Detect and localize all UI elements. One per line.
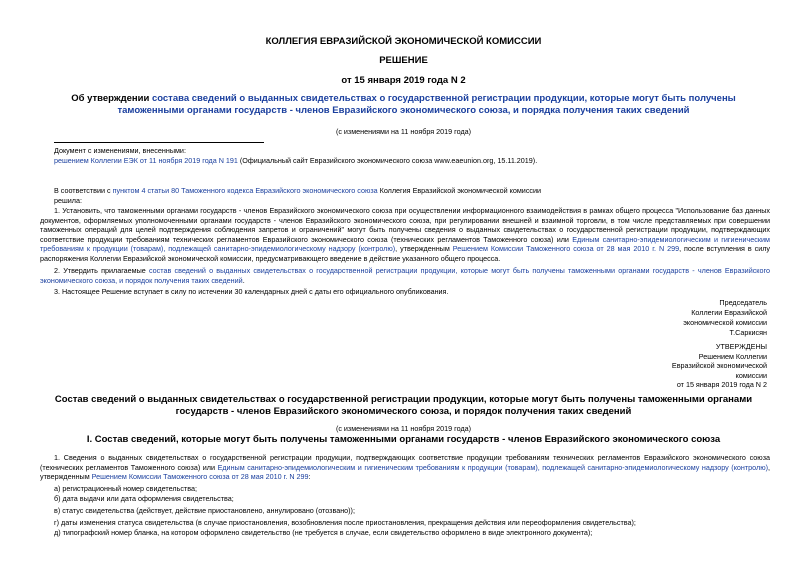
basis-suffix: Коллегия Евразийской экономической комиссии	[377, 186, 542, 195]
changes-note: (с изменениями на 11 ноября 2019 года)	[335, 127, 472, 136]
section-1-heading: I. Состав сведений, которые могут быть получены таможенными органами государств - членов Евразийского экономического союза	[86, 434, 721, 445]
p1-link-requirements[interactable]: Единым санитарно-эпидемиологическим и гигиеническим требованиям к продукции (товарам), подлежащей санитарно-эпидемиологическому надзору (контролю)	[40, 234, 770, 254]
basis-link[interactable]: пунктом 4 статьи 80 Таможенного кодекса Евразийского экономического союза	[112, 186, 378, 195]
approval-line-3: Евразийской экономической	[671, 361, 767, 371]
approval-line-2: Решением Коллегии	[698, 351, 767, 361]
s1-end: :	[308, 472, 311, 482]
signature-line-2: Коллегии Евразийской	[691, 308, 767, 317]
p1-end: , после вступления в силу распоряжения Коллегии Евразийской экономической комиссии, предусматривающего введение в действие указанного общего процесса.	[40, 244, 771, 263]
approval-line-4: комиссии	[735, 370, 767, 380]
doc-date: от 15 января 2019 года N 2	[341, 75, 466, 86]
divider	[54, 142, 264, 143]
amendment-link[interactable]: решением Коллегии ЕЭК от 11 ноября 2019 года N 191	[54, 155, 238, 165]
org-title: КОЛЛЕГИЯ ЕВРАЗИЙСКОЙ ЭКОНОМИЧЕСКОЙ КОМИССИИ	[265, 36, 542, 47]
p1-text: 1. Установить, что таможенными органами государств - членов Евразийского экономического союза при осуществлении информационного взаимодействия в рамках общего процесса "Использование баз данных документов, оформляемых уполномоченными органами государств - членов Евразийского экономического союза, при регулировании внешней и взаимной торговли, в том числе представляемых при совершении таможенных операций для целей подтверждения соблюдения запретов и ограничений" могут быть получены сведения о выданных свидетельствах о государственной регистрации продукции, подтверждающих соответствие продукции требованиям технических регламентов Евразийского экономического союза (технических регламентов Таможенного союза) или	[40, 206, 770, 244]
doc-title	[40, 93, 767, 116]
p1-mid: , утвержденным	[395, 244, 453, 254]
s1-text: 1. Сведения о выданных свидетельствах о государственной регистрации продукции, подтверждающих соответствие продукции требованиям технических регламентов Евразийского экономического союза (технических регламентов Таможенного союза) или	[40, 453, 770, 472]
p2-link[interactable]: состав сведений о выданных свидетельствах о государственной регистрации продукции, которые могут быть получены таможенными органами государств - членов Евразийского экономического союза, и порядок получения таких сведений	[40, 266, 770, 285]
title-link[interactable]: состава сведений о выданных свидетельствах о государственной регистрации продукции, которые могут быть получены таможенными органами государств - членов Евразийского экономического союза, и порядка получения таких сведений	[117, 93, 736, 116]
approval-block	[672, 342, 767, 390]
paragraph-2	[40, 266, 770, 285]
paragraph-1	[40, 206, 770, 264]
list-item: д) типографский номер бланка, на котором оформлено свидетельство (не требуется в случае, если свидетельство оформлено в виде электронного документа);	[54, 528, 593, 537]
basis-paragraph	[40, 186, 770, 196]
resolved-label: решила:	[54, 196, 82, 205]
p1-link-decision[interactable]: Решением Комиссии Таможенного союза от 28 мая 2010 г. N 299	[452, 244, 680, 254]
title-prefix: Об утверждении	[71, 93, 152, 104]
list-item: в) статус свидетельства (действует, действие приостановлено, аннулировано (отозвано));	[54, 506, 355, 515]
basis-prefix: В соответствии с	[54, 186, 113, 195]
signature-name: Т.Саркисян	[729, 328, 767, 337]
s1-mid: , утвержденным	[40, 462, 770, 482]
signature-line-3: экономической комиссии	[683, 318, 767, 327]
p2-end: .	[242, 275, 245, 285]
annex-changes-note: (с изменениями на 11 ноября 2019 года)	[335, 424, 472, 433]
section-1-paragraph	[40, 453, 770, 482]
signature-line-1: Председатель	[719, 298, 767, 307]
list-item: а) регистрационный номер свидетельства;	[54, 484, 197, 493]
approval-line-5: от 15 января 2019 года N 2	[676, 380, 767, 390]
amendments-note	[54, 146, 794, 165]
amendment-source: (Официальный сайт Евразийского экономического союза www.eaeunion.org, 15.11.2019).	[237, 155, 538, 165]
list-item: г) даты изменения статуса свидетельства (в случае приостановления, возобновления после приостановления, прекращения действия или переоформления свидетельства);	[54, 518, 636, 527]
s1-link-decision[interactable]: Решением Комиссии Таможенного союза от 28 мая 2010 г. N 299	[91, 472, 309, 482]
doc-type: РЕШЕНИЕ	[379, 55, 428, 66]
list-item: б) дата выдачи или дата оформления свидетельства;	[54, 494, 234, 503]
approval-line-1: УТВЕРЖДЕНЫ	[715, 342, 767, 351]
annex-title: Состав сведений о выданных свидетельствах о государственной регистрации продукции, которые могут быть получены таможенными органами государств - членов Евразийского экономического союза, и порядок получения таких сведений	[54, 394, 753, 417]
paragraph-3: 3. Настоящее Решение вступает в силу по истечении 30 календарных дней с даты его официального опубликования.	[54, 287, 449, 296]
p2-prefix: 2. Утвердить прилагаемые	[54, 266, 149, 275]
s1-link-requirements[interactable]: Единым санитарно-эпидемиологическим и гигиеническим требованиям к продукции (товарам), подлежащей санитарно-эпидемиологическому надзору (контролю)	[217, 462, 768, 472]
amendments-label: Документ с изменениями, внесенными:	[54, 146, 186, 155]
